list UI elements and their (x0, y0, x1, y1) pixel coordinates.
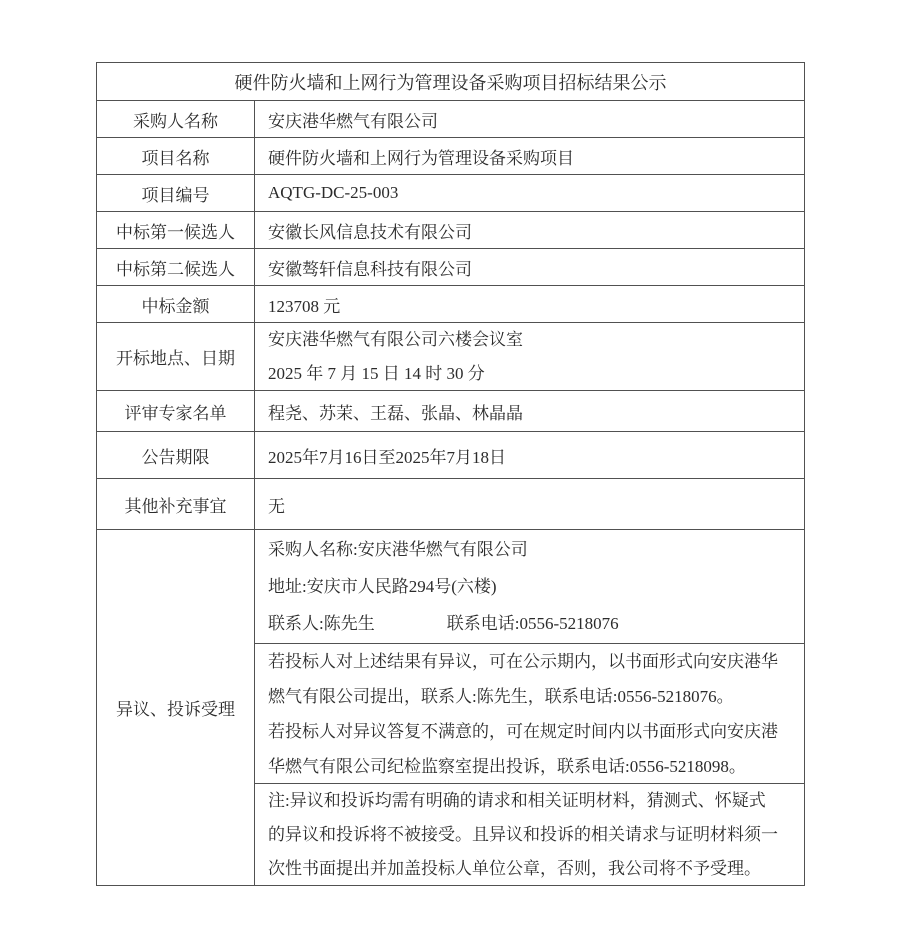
purchaser-address-line: 地址:安庆市人民路294号(六楼) (268, 577, 497, 596)
table-row-project-name (97, 137, 804, 174)
note-line: 的异议和投诉将不被接受。且异议和投诉的相关请求与证明材料须一 (268, 824, 778, 844)
row-label: 开标地点、日期 (97, 323, 255, 390)
procedure-line: 若投标人对异议答复不满意的，可在规定时间内以书面形式向安庆港 (268, 721, 778, 741)
table-title: 硬件防火墙和上网行为管理设备采购项目招标结果公示 (234, 72, 667, 93)
row-value: 无 (268, 496, 285, 516)
objection-note (255, 783, 804, 885)
purchaser-contact-line (268, 605, 804, 642)
row-value: 安庆港华燃气有限公司 (268, 111, 438, 131)
row-label: 评审专家名单 (97, 391, 255, 431)
note-line: 注:异议和投诉均需有明确的请求和相关证明材料，猜测式、怀疑式 (268, 790, 766, 810)
row-label: 采购人名称 (97, 101, 255, 137)
row-label: 中标第一候选人 (97, 212, 255, 248)
table-row-second-candidate (97, 248, 804, 285)
row-value: 安徽骜轩信息科技有限公司 (268, 259, 472, 279)
procedure-line: 华燃气有限公司纪检监察室提出投诉，联系电话:0556-5218098。 (268, 756, 746, 776)
row-value: AQTG-DC-25-003 (268, 183, 399, 202)
table-row-first-candidate (97, 211, 804, 248)
table-title-row (97, 63, 804, 100)
row-value (255, 323, 804, 390)
table-row-notice-period (97, 431, 804, 478)
purchaser-name-line: 采购人名称:安庆港华燃气有限公司 (268, 540, 528, 559)
table-row-other-matters (97, 478, 804, 529)
contact-phone: 联系电话:0556-5218076 (446, 614, 619, 633)
table-row-bid-opening (97, 322, 804, 390)
row-label: 项目名称 (97, 138, 255, 174)
objection-purchaser-info (255, 530, 804, 643)
row-label: 异议、投诉受理 (97, 530, 255, 885)
bid-opening-datetime: 2025 年 7 月 15 日 14 时 30 分 (268, 363, 485, 383)
row-value: 程尧、苏茉、王磊、张晶、林晶晶 (268, 403, 523, 423)
table-row-purchaser-name (97, 100, 804, 137)
row-value: 2025年7月16日至2025年7月18日 (268, 447, 506, 467)
row-value: 硬件防火墙和上网行为管理设备采购项目 (268, 148, 574, 168)
objection-procedure (255, 643, 804, 783)
objection-content (255, 530, 804, 885)
procedure-line: 燃气有限公司提出，联系人:陈先生，联系电话:0556-5218076。 (268, 686, 734, 706)
row-value: 安徽长风信息技术有限公司 (268, 222, 472, 242)
bid-result-table (96, 62, 805, 886)
note-line: 次性书面提出并加盖投标人单位公章，否则，我公司将不予受理。 (268, 858, 761, 878)
table-row-project-number (97, 174, 804, 211)
table-row-objection (97, 529, 804, 885)
table-row-bid-amount (97, 285, 804, 322)
procedure-line: 若投标人对上述结果有异议，可在公示期内，以书面形式向安庆港华 (268, 651, 778, 671)
row-label: 中标第二候选人 (97, 249, 255, 285)
row-value: 123708 元 (268, 296, 341, 316)
row-label: 项目编号 (97, 175, 255, 211)
row-label: 其他补充事宜 (97, 479, 255, 529)
bid-opening-place: 安庆港华燃气有限公司六楼会议室 (268, 329, 523, 349)
contact-person: 联系人:陈先生 (268, 614, 375, 633)
row-label: 公告期限 (97, 432, 255, 478)
row-label: 中标金额 (97, 286, 255, 322)
table-row-experts (97, 390, 804, 431)
